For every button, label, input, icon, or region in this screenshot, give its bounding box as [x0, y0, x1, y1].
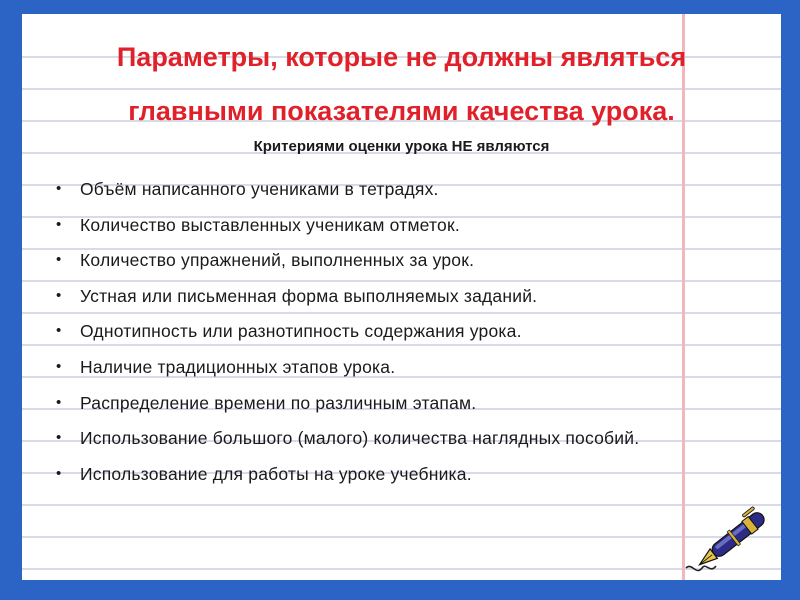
criteria-list [56, 178, 696, 498]
bullet: • [56, 322, 62, 340]
list-item [56, 463, 696, 485]
list-item [56, 214, 696, 236]
bullet: • [56, 215, 62, 233]
bullet: • [56, 251, 62, 269]
bullet: • [56, 180, 62, 197]
list-item-text: Однотипность или разнотипность содержания урока. [80, 321, 522, 342]
list-item-text: Использование для работы на уроке учебника. [80, 463, 472, 484]
list-item-text: Устная или письменная форма выполняемых заданий. [80, 285, 538, 306]
notebook-paper [22, 14, 781, 580]
list-item-text: Распределение времени по различным этапам. [80, 392, 477, 413]
title-line-1: Параметры, которые не должны являться [116, 42, 687, 72]
fountain-pen-icon [680, 492, 780, 580]
bullet: • [56, 286, 62, 304]
list-item [56, 320, 696, 342]
list-item [56, 392, 696, 414]
list-item-text: Количество упражнений, выполненных за урок. [80, 250, 475, 271]
bullet: • [56, 429, 62, 447]
list-item-text: Количество выставленных ученикам отметок. [80, 214, 460, 235]
list-item [56, 427, 696, 449]
list-item-text: Объём написанного учениками в тетрадях. [80, 179, 439, 199]
bullet: • [56, 357, 62, 375]
list-item [56, 178, 696, 200]
list-item [56, 285, 696, 307]
list-item-text: Использование большого (малого) количества наглядных пособий. [80, 428, 640, 449]
title-line-2: главными показателями качества урока. [128, 96, 675, 126]
list-item-text: Наличие традиционных этапов урока. [80, 356, 396, 377]
list-item [56, 249, 696, 271]
list-item [56, 356, 696, 378]
subtitle: Критериями оценки урока НЕ являются [253, 138, 550, 155]
bullet: • [56, 464, 62, 482]
bullet: • [56, 393, 62, 411]
